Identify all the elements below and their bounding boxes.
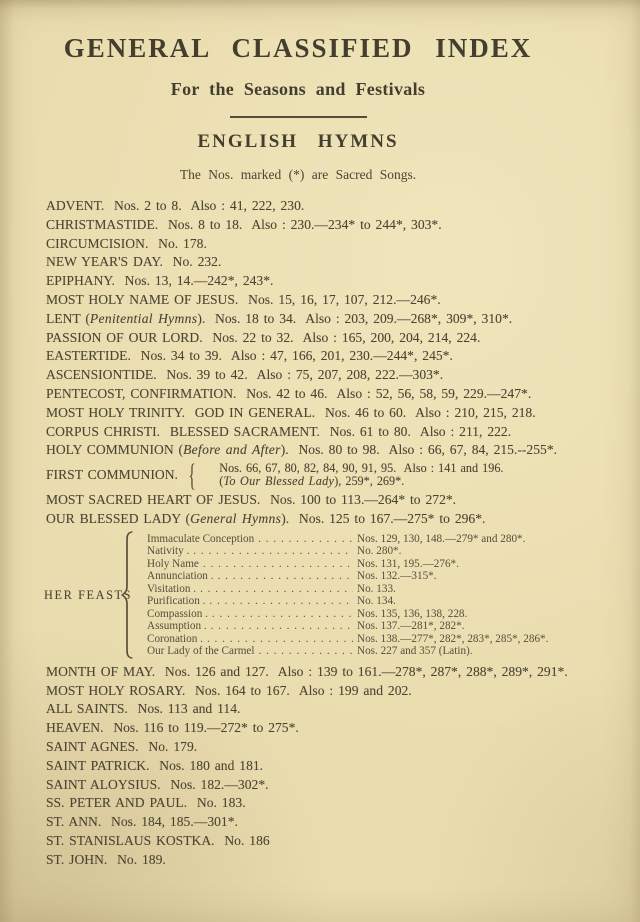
index-entry bbox=[46, 291, 632, 310]
entry-text: ST. STANISLAUS KOSTKA. No. 186 bbox=[46, 832, 270, 848]
index-entry bbox=[46, 851, 632, 870]
entry-text: ), 259*, 269*. bbox=[334, 474, 405, 489]
entry-text: MOST HOLY NAME OF JESUS. Nos. 15, 16, 17, 107, 212.—246*. bbox=[46, 291, 441, 307]
index-entry bbox=[46, 832, 632, 851]
index-entry bbox=[46, 216, 632, 235]
entry-text: PENTECOST, CONFIRMATION. Nos. 42 to 46. Also : 52, 56, 58, 59, 229.—247*. bbox=[46, 385, 532, 401]
entry-text: CIRCUMCISION. No. 178. bbox=[46, 235, 207, 251]
feast-name: Annunciation . bbox=[147, 570, 214, 583]
entry-text: ). Nos. 80 to 98. Also : 66, 67, 84, 215.--255*. bbox=[280, 442, 558, 458]
index-list-bottom bbox=[46, 663, 632, 870]
feast-lead bbox=[147, 645, 353, 658]
feast-lead bbox=[147, 533, 353, 546]
index-entry bbox=[46, 700, 632, 719]
feast-name: Our Lady of the Carmel bbox=[147, 645, 255, 658]
entry-text: MOST SACRED HEART OF JESUS. Nos. 100 to 113.—264* to 272*. bbox=[46, 492, 457, 508]
index-entry bbox=[46, 329, 632, 348]
left-brace-icon: { bbox=[188, 456, 196, 493]
feasts-brace-icon bbox=[121, 531, 133, 659]
dot-leader bbox=[259, 645, 354, 658]
feast-row bbox=[147, 608, 632, 621]
entry-italic-text: Before and After bbox=[183, 442, 281, 458]
page-header bbox=[0, 0, 640, 183]
entry-text: ST. JOHN. No. 189. bbox=[46, 851, 166, 867]
feast-row bbox=[147, 633, 632, 646]
entry-text: ASCENSIONTIDE. Nos. 39 to 42. Also : 75, 207, 208, 222.—303*. bbox=[46, 367, 444, 383]
feast-name: Compassion . bbox=[147, 607, 208, 620]
feast-numbers: Nos. 131, 195.—276*. bbox=[357, 557, 459, 570]
feast-name: Assumption . bbox=[147, 620, 207, 633]
index-entry bbox=[46, 404, 632, 423]
feast-row bbox=[147, 595, 632, 608]
entry-italic-text: Penitential Hymns bbox=[89, 310, 198, 326]
entry-text: ADVENT. Nos. 2 to 8. Also : 41, 222, 230. bbox=[46, 198, 305, 213]
index-entry bbox=[46, 813, 632, 832]
entry-text: FIRST COMMUNION. bbox=[46, 467, 178, 483]
entry-text: MOST HOLY ROSARY. Nos. 164 to 167. Also : 199 and 202. bbox=[46, 682, 412, 698]
dot-leader bbox=[193, 545, 353, 558]
index-entry bbox=[46, 682, 632, 701]
dot-leader bbox=[207, 633, 353, 646]
feast-lead bbox=[147, 595, 353, 608]
entry-text: NEW YEAR'S DAY. No. 232. bbox=[46, 254, 222, 270]
page-title: GENERAL CLASSIFIED INDEX bbox=[63, 33, 533, 63]
index-entry bbox=[46, 366, 632, 385]
section-heading: ENGLISH HYMNS bbox=[197, 131, 399, 152]
entry-text: ST. ANN. Nos. 184, 185.—301*. bbox=[46, 814, 238, 830]
feast-numbers: Nos. 137.—281*, 282*. bbox=[357, 620, 465, 633]
feast-name: Holy Name bbox=[147, 557, 199, 570]
feast-numbers: Nos. 227 and 357 (Latin). bbox=[357, 645, 473, 658]
dot-leader bbox=[200, 583, 353, 596]
feast-numbers: Nos. 138.—277*, 282*, 283*, 285*, 286*. bbox=[357, 632, 549, 645]
feast-row bbox=[147, 620, 632, 633]
entry-italic-text: To Our Blessed Lady bbox=[223, 474, 335, 489]
index-entry bbox=[46, 738, 632, 757]
index-entry bbox=[46, 235, 632, 254]
feast-row bbox=[147, 583, 632, 596]
sacred-songs-note: The Nos. marked (*) are Sacred Songs. bbox=[179, 167, 417, 182]
feast-numbers: No. 134. bbox=[357, 595, 396, 608]
divider-rule bbox=[230, 116, 367, 118]
entry-text bbox=[219, 474, 404, 488]
entry-text: ). Nos. 125 to 167.—275* to 296*. bbox=[281, 510, 486, 526]
entry-text: OUR BLESSED LADY ( bbox=[46, 510, 191, 526]
feast-lead bbox=[147, 545, 353, 558]
page-subtitle: For the Seasons and Festivals bbox=[170, 79, 426, 99]
dot-leader bbox=[203, 558, 353, 571]
feast-name: Nativity . bbox=[147, 545, 190, 558]
feast-lead bbox=[147, 558, 353, 571]
index-entry bbox=[46, 794, 632, 813]
feast-lead bbox=[147, 583, 353, 596]
index-entry bbox=[46, 776, 632, 795]
feast-row bbox=[147, 645, 632, 658]
index-list-middle bbox=[46, 491, 632, 529]
entry-italic-text: General Hymns bbox=[190, 510, 282, 526]
dot-leader bbox=[212, 608, 353, 621]
entry-text: ALL SAINTS. Nos. 113 and 114. bbox=[46, 701, 241, 717]
dot-leader bbox=[258, 533, 353, 546]
her-feasts-block bbox=[44, 532, 632, 658]
dot-leader bbox=[218, 570, 354, 583]
feast-lead bbox=[147, 633, 353, 646]
index-entry bbox=[46, 310, 632, 329]
first-communion-entry bbox=[46, 456, 640, 493]
index-entry bbox=[46, 663, 632, 682]
entry-text: SAINT PATRICK. Nos. 180 and 181. bbox=[46, 757, 264, 773]
dot-leader bbox=[209, 595, 353, 608]
index-entry bbox=[46, 757, 632, 776]
entry-text: SS. PETER AND PAUL. No. 183. bbox=[46, 795, 246, 811]
feast-numbers: No. 280*. bbox=[357, 545, 402, 558]
index-entry bbox=[46, 423, 632, 442]
feast-row bbox=[147, 570, 632, 583]
entry-text: EPIPHANY. Nos. 13, 14.—242*, 243*. bbox=[46, 273, 274, 289]
entry-text: HEAVEN. Nos. 116 to 119.—272* to 275*. bbox=[46, 720, 299, 736]
feast-lead bbox=[147, 608, 353, 621]
entry-text: HOLY COMMUNION ( bbox=[46, 442, 184, 458]
feast-lead bbox=[147, 620, 353, 633]
index-entry bbox=[46, 197, 632, 216]
feast-row bbox=[147, 533, 632, 546]
feast-name: Purification . bbox=[147, 595, 206, 608]
feast-name: Immaculate Conception bbox=[147, 532, 255, 545]
index-entry bbox=[46, 272, 632, 291]
entry-text: MONTH OF MAY. Nos. 126 and 127. Also : 139 to 161.—278*, 287*, 288*, 289*, 291*. bbox=[46, 663, 568, 679]
feast-numbers: Nos. 135, 136, 138, 228. bbox=[357, 607, 468, 620]
feast-numbers: No. 133. bbox=[357, 582, 396, 595]
her-feasts-list bbox=[147, 533, 632, 658]
entry-text: MOST HOLY TRINITY. GOD IN GENERAL. Nos. 46 to 60. Also : 210, 215, 218. bbox=[46, 404, 536, 420]
entry-text: LENT ( bbox=[46, 310, 90, 326]
index-entry bbox=[46, 510, 632, 529]
feast-name: Coronation . bbox=[147, 632, 203, 645]
index-list-top bbox=[46, 197, 632, 460]
index-entry bbox=[46, 385, 632, 404]
feast-numbers: Nos. 129, 130, 148.—279* and 280*. bbox=[357, 532, 526, 545]
feast-row bbox=[147, 558, 632, 571]
entry-text: CHRISTMASTIDE. Nos. 8 to 18. Also : 230.—234* to 244*, 303*. bbox=[46, 216, 442, 232]
feast-numbers: Nos. 132.—315*. bbox=[357, 570, 437, 583]
entry-text: PASSION OF OUR LORD. Nos. 22 to 32. Also : 165, 200, 204, 214, 224. bbox=[46, 329, 481, 345]
index-entry bbox=[46, 491, 632, 510]
dot-leader bbox=[211, 620, 353, 633]
entry-text: SAINT ALOYSIUS. Nos. 182.—302*. bbox=[46, 776, 269, 792]
index-entry bbox=[46, 253, 632, 272]
entry-text: EASTERTIDE. Nos. 34 to 39. Also : 47, 166, 201, 230.—244*, 245*. bbox=[46, 348, 453, 364]
entry-text: Nos. 66, 67, 80, 82, 84, 90, 91, 95. Also : 141 and 196. bbox=[219, 460, 504, 475]
feast-row bbox=[147, 545, 632, 558]
feast-lead bbox=[147, 570, 353, 583]
feast-name: Visitation . bbox=[147, 582, 197, 595]
entry-text: ( bbox=[219, 474, 224, 489]
entry-text: ). Nos. 18 to 34. Also : 203, 209.—268*, 309*, 310*. bbox=[197, 310, 513, 326]
entry-text: CORPUS CHRISTI. BLESSED SACRAMENT. Nos. 61 to 80. Also : 211, 222. bbox=[46, 423, 512, 439]
her-feasts-label: HER FEASTS bbox=[44, 588, 133, 602]
index-entry bbox=[46, 719, 632, 738]
index-entry bbox=[46, 347, 632, 366]
entry-text: SAINT AGNES. No. 179. bbox=[46, 738, 198, 754]
